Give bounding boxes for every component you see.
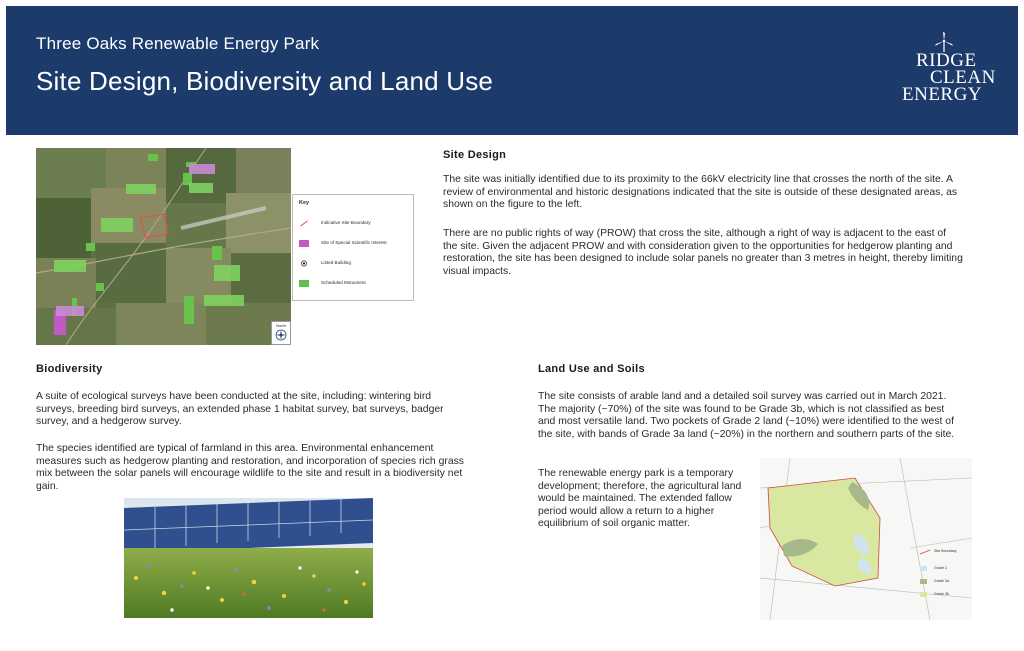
- biodiversity-paragraph-1: A suite of ecological surveys have been conducted at the site, including: wintering bird surveys, breeding bird surveys, an extended phase 1 habitat survey, bat surveys, badger survey, and a hedgerow survey.: [36, 391, 444, 428]
- key-item-listed-building: [299, 259, 411, 269]
- legend-swatch-grade-2: [920, 566, 927, 571]
- legend-swatch-grade-3b: [920, 592, 927, 597]
- north-label: North: [276, 323, 286, 328]
- key-item-label: Indicative Site Boundary: [321, 220, 371, 225]
- key-item-label: Listed Building: [321, 260, 351, 265]
- site-design-heading: Site Design: [443, 149, 507, 161]
- sssi-swatch: [299, 240, 309, 247]
- site-design-paragraph-1: The site was initially identified due to its proximity to the 66kV electricity line that crosses the north of the site. A review of environmental and historic designations indicated that the site is outside of these designated areas, as shown on the figure to the left.: [443, 174, 958, 211]
- map-key-title: Key: [299, 200, 310, 206]
- soil-legend-label: Grade 2: [934, 566, 947, 570]
- logo-line-energy: ENERGY: [902, 84, 983, 105]
- header-banner: [6, 6, 1018, 135]
- ridge-clean-energy-logo: [890, 32, 1000, 112]
- solar-panels-wildflowers-photo: [124, 498, 373, 618]
- land-use-heading: Land Use and Soils: [538, 363, 645, 375]
- logo-line-ridge: RIDGE: [916, 50, 977, 71]
- key-item-site-boundary: [299, 219, 411, 229]
- solar-photo-graphic: [124, 498, 373, 618]
- project-name: Three Oaks Renewable Energy Park: [36, 34, 320, 53]
- key-item-sssi: [299, 239, 411, 249]
- designations-map-figure: [36, 148, 413, 345]
- key-item-scheduled-monument: [299, 279, 411, 289]
- wind-turbine-icon: [933, 32, 955, 52]
- land-use-paragraph-1: The site consists of arable land and a detailed soil survey was carried out in March 2021. The majority (~70%) of the site was found to be Grade 3b, which is not classified as best and most versatile land. Two pockets of Grade 2 land (~10%) were identified to the west of the site, with bands of Grade 3a land (~20%) in the northern and southern parts of the site.: [538, 391, 955, 440]
- biodiversity-paragraph-2: The species identified are typical of farmland in this area. Environmental enhancement measures such as hedgerow planting and restoration, and incorporation of species rich grass mix between the solar panels will encourage wildlife to the site and result in a biodiversity net gain.: [36, 443, 464, 492]
- listed-building-icon: [299, 260, 309, 267]
- legend-swatch-boundary: [920, 550, 930, 554]
- land-use-paragraph-2: The renewable energy park is a temporary development; therefore, the agricultural land would be maintained. The extended fallow period would allow a return to a higher equilibrium of soil organic matter.: [538, 468, 742, 530]
- biodiversity-heading: Biodiversity: [36, 363, 103, 375]
- map-key-legend: [292, 194, 414, 301]
- soil-legend-label: Grade 3b: [934, 592, 949, 596]
- aerial-map-image: [36, 148, 291, 345]
- soil-grade-map: [760, 458, 972, 620]
- monument-swatch: [299, 280, 309, 287]
- soil-legend-label: Site Boundary: [934, 549, 957, 553]
- key-item-label: Site of Special Scientific Interest: [321, 240, 387, 245]
- soil-legend-label: Grade 3a: [934, 579, 949, 583]
- page-title: Site Design, Biodiversity and Land Use: [36, 66, 494, 96]
- logo-line-clean: CLEAN: [930, 67, 996, 88]
- key-item-label: Scheduled Monument: [321, 280, 366, 285]
- boundary-line-icon: [299, 220, 309, 227]
- compass-icon: [272, 322, 290, 344]
- north-arrow-box: [271, 321, 291, 345]
- site-design-paragraph-2: There are no public rights of way (PROW) that cross the site, although a right of way is adjacent to the east of the site. Given the adjacent PROW and with consideration given to the opportunities for hedgerow planting and restoration, the site has been designed to include solar panels no greater than 3 metres in height, thereby limiting visual impacts.: [443, 228, 963, 277]
- legend-swatch-grade-3a: [920, 579, 927, 584]
- aerial-map-graphic: [36, 148, 291, 345]
